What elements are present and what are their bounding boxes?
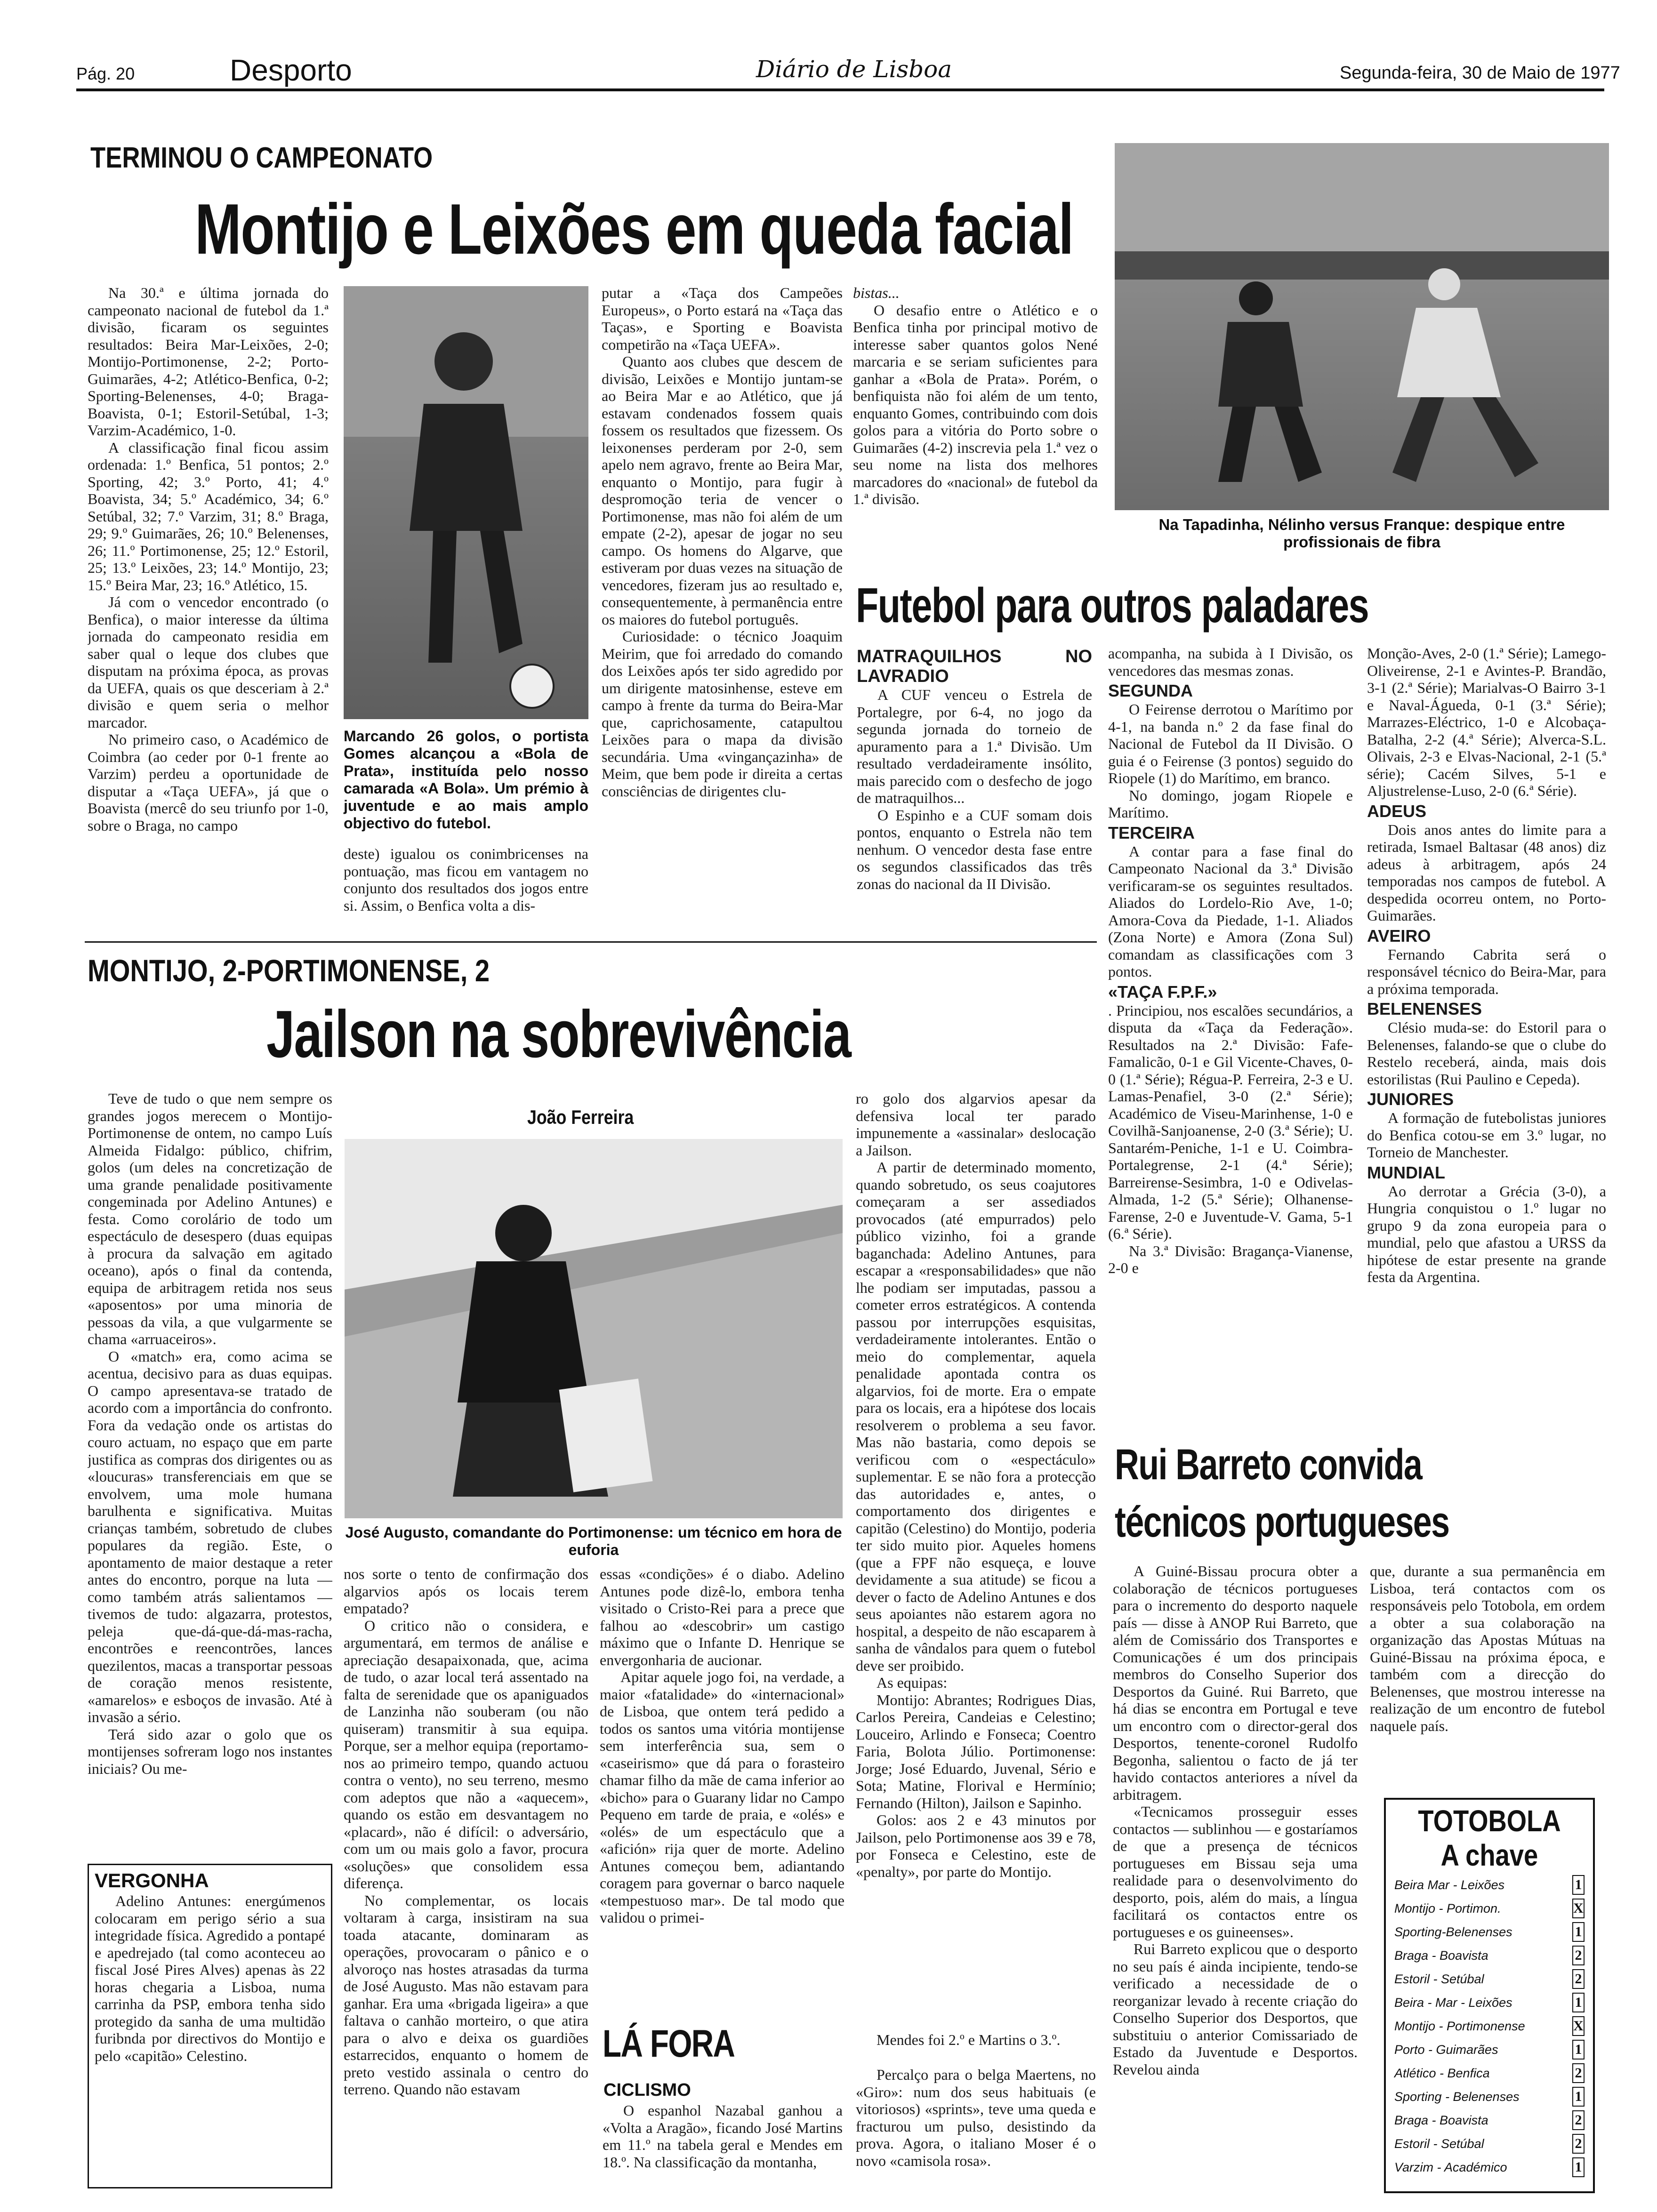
gomes-photo — [344, 286, 588, 719]
totobola-match: Beira Mar - Leixões — [1394, 1877, 1505, 1892]
totobola-row — [1392, 1967, 1586, 1991]
totobola-row — [1392, 2108, 1586, 2132]
article1-headline: Montijo e Leixões em queda facial — [195, 189, 1073, 269]
totobola-match: Montijo - Portimonense — [1394, 2019, 1525, 2033]
totobola-list — [1392, 1873, 1586, 2179]
tapadinha-photo — [1115, 143, 1609, 510]
rui-headline-1: Rui Barreto convida — [1115, 1441, 1422, 1489]
gomes-photo-caption: Marcando 26 golos, o portista Gomes alcançou a «Bola de Prata», instituída pelo nosso camarada «A Bola». Um prémio à juventude e ao mais amplo objectivo do futebol. — [344, 728, 588, 832]
totobola-match: Porto - Guimarães — [1394, 2042, 1498, 2057]
article2-top-rule — [85, 941, 1097, 943]
totobola-result: 1 — [1572, 1993, 1585, 2012]
article1-col3: putar a «Taça dos Campeões Europeus», o Porto estará na «Taça das Taças», e Sporting e Boavista competirão na «Taça UEFA». Quanto aos clubes que descem de divisão, Leixões e Montijo juntam-se ao Beira Mar e ao Atlético, que já estavam condenados fossem quais fossem os resultados que fizessem. Os leixonenses perderam por 2-0, sem apelo nem agravo, frente ao Beira Mar, enquanto o Montijo, para fugir à despromoção teria de vencer o Portimonense, mas não foi além de um empate (2-2), apesar de jogar no seu campo. Os homens do Algarve, que estiveram por duas vezes na situação de vencedores, fizeram jus ao resultado e, consequentemente, à permanência entre os maiores do futebol português. Curiosidade: o técnico Joaquim Meirim, que foi arredado do comando dos Leixões após ter sido agredido por um dirigente matosinhense, esteve em campo à frente da turma do Beira-Mar que, caprichosamente, catapultou Leixões para o mapa da divisão secundária. Uma «vingançazinha» de Meim, que bem pode ir direita a certas consciências de dirigentes clu- — [602, 284, 843, 800]
rui-col2: que, durante a sua permanência em Lisboa, terá contactos com os responsáveis pelo Totobola, em ordem a obter a sua colaboração na organização das Apostas Mútuas na Guiné-Bissau na próxima época, e também com a direcção do Belenenses, que mostrou interesse na realização de um encontro de futebol naquele país. — [1370, 1563, 1605, 1734]
totobola-match: Sporting-Belenenses — [1394, 1924, 1512, 1939]
totobola-result: X — [1572, 2016, 1585, 2036]
futebol-col1: MATRAQUILHOS NO LAVRADIO A CUF venceu o Estrela de Portalegre, por 6-4, no jogo da segunda jornada do torneio de apuramento para a 1.ª Divisão. Um resultado verdadeiramente insólito, mais parecido com o desfecho de jogo de matraquilhos... O Espinho e a CUF somam dois pontos, enquanto o Estrela não tem nenhum. O vencedor desta fase entre os segundos classificados das três zonas do nacional da II Divisão. — [857, 647, 1092, 892]
lafora-headline: LÁ FORA — [603, 2022, 735, 2065]
totobola-row — [1392, 2085, 1586, 2108]
totobola-title: TOTOBOLA — [1418, 1804, 1561, 1838]
totobola-match: Estoril - Setúbal — [1394, 1972, 1484, 1986]
totobola-row — [1392, 2061, 1586, 2085]
totobola-row — [1392, 2156, 1586, 2179]
vergonha-text: Adelino Antunes: energúmenos colocaram em perigo sério a sua integridade física. Agredido a pontapé e apedrejado (tal como aconteceu ao fiscal José Pires Alves) apenas às 22 horas chegaria a Lisboa, numa carrinha da PSP, embora tenha sido protegido da sanha de uma multidão furibnda por directivos do Montijo e pelo «capitão» Celestino. — [95, 1892, 325, 2064]
jose-augusto-photo — [345, 1139, 843, 1518]
totobola-match: Beira - Mar - Leixões — [1394, 1995, 1512, 2010]
lafora-sub: CICLISMO — [603, 2080, 691, 2100]
futebol-headline: Futebol para outros paladares — [856, 578, 1369, 633]
totobola-row — [1392, 2132, 1586, 2156]
totobola-result: 1 — [1572, 2040, 1585, 2060]
article2-headline: Jailson na sobrevivência — [266, 997, 851, 1072]
page-number: Pág. 20 — [76, 64, 135, 83]
totobola-match: Braga - Boavista — [1394, 1948, 1488, 1963]
totobola-match: Estoril - Setúbal — [1394, 2136, 1484, 2151]
article2-kicker: MONTIJO, 2-PORTIMONENSE, 2 — [88, 953, 490, 988]
lafora-col2b: Percalço para o belga Maertens, no «Giro»: num dos seus habituais (e vitoriosos) «sprints», teve uma queda e fracturou um pulso, desistindo da prova. Agora, o italiano Moser é o novo «camisola rosa». — [856, 2066, 1096, 2169]
section-name: Desporto — [230, 53, 352, 87]
vergonha-head: VERGONHA — [95, 1869, 209, 1891]
totobola-result: 1 — [1572, 1875, 1585, 1895]
totobola-subtitle: A chave — [1440, 1838, 1538, 1872]
issue-date: Segunda-feira, 30 de Maio de 1977 — [1340, 63, 1620, 83]
lafora-col2a: Mendes foi 2.º e Martins o 3.º. — [877, 2031, 1061, 2048]
totobola-row — [1392, 2014, 1586, 2038]
totobola-match: Atlético - Benfica — [1394, 2066, 1490, 2080]
article2-col4: ro golo dos algarvios apesar da defensiva local ter parado impunemente a «assinalar» deslocação a Jailson. A partir de determinado momento, quando sobretudo, os seus coajutores começaram a ser assediados provocados (até empurrados) pelo público vizinho, foi a grande baganchada: Adelino Antunes, para escapar a «responsabilidades» que não lhe podiam ser imputadas, passou a cometer erros estratégicos. A contenda passou por interrupções esquisitas, verdadeiramente intolerantes. Então o meio do complementar, aquela penalidade apontada contra os algarvios, foi de morte. Era o empate para os locais, era a hipótese dos locais resolverem o problema a seu favor. Mas não bastaria, como depois se verificou com o «espectáculo» suplementar. E se não fora a protecção das autoridades e, antes, o comportamento dos dirigentes e capitão (Celestino) do Montijo, poderia ter sido muito pior. Aqueles homens (que a FPF não esqueça, e louve devidamente a sua atitude) se ficou a dever o facto de Adelino Antunes e dos seus apoiantes não estarem agora no hospital, a despeito de não escaparem à sanha de vândalos para quem o futebol deve ser proibido. As equipas: Montijo: Abrantes; Rodrigues Dias, Carlos Pereira, Candeias e Celestino; Louceiro, Arlindo e Fonseca; Coentro Faria, Bolota Júlio. Portimonense: Jorge; José Eduardo, Juvenal, Sério e Sota; Matine, Florival e Hermínio; Fernando (Hilton), Jailson e Sapinho. Golos: aos 2 e 43 minutos por Jailson, pelo Portimonense aos 39 e 78, por Fonseca e Celestino, este de «penalty», por parte do Montijo. — [856, 1090, 1096, 1880]
totobola-match: Montijo - Portimon. — [1394, 1901, 1501, 1915]
totobola-match: Braga - Boavista — [1394, 2113, 1488, 2127]
totobola-match: Varzim - Académico — [1394, 2160, 1507, 2174]
totobola-row — [1392, 2038, 1586, 2061]
article2-byline: João Ferreira — [527, 1106, 634, 1128]
lafora-col1: O espanhol Nazabal ganhou a «Volta a Aragão», ficando José Martins em 11.º na tabela geral e Mendes em 18.º. Na classificação da montanha, — [603, 2102, 843, 2171]
totobola-match: Sporting - Belenenses — [1394, 2089, 1520, 2104]
article1-col4: bistas... O desafio entre o Atlético e o Benfica tinha por principal motivo de interesse saber quantos golos Nené marcaria e se seriam suficientes para ganhar a «Bola de Prata». Porém, o benfiquista não foi além de um tento, enquanto Gomes, contribuindo com dois golos para a vitória do Porto sobre o Guimarães (4-2) inscrevia pela 1.ª vez o seu nome na lista dos melhores marcadores do «nacional» de futebol da 1.ª divisão. — [853, 284, 1098, 507]
totobola-result: 1 — [1572, 2157, 1585, 2177]
jose-augusto-photo-caption: José Augusto, comandante do Portimonense: um técnico em hora de euforia — [345, 1524, 842, 1558]
article1-col1: Na 30.ª e última jornada do campeonato nacional de futebol da 1.ª divisão, ficaram os seguintes resultados: Beira Mar-Leixões, 2-0; Montijo-Portimonense, 2-2; Porto-Guimarães, 4-2; Atlético-Benfica, 0-2; Sporting-Belenenses, 4-0; Braga-Boavista, 0-1; Estoril-Setúbal, 1-3; Varzim-Académico, 1-0. A classificação final ficou assim ordenada: 1.º Benfica, 51 pontos; 2.º Sporting, 42; 3.º Porto, 41; 4.º Boavista, 34; 5.º Académico, 34; 6.º Setúbal, 32; 7.º Varzim, 31; 8.º Braga, 29; 9.º Guimarães, 26; 10.º Belenenses, 26; 11.º Portimonense, 25; 12.º Estoril, 25; 13.º Leixões, 23; 14.º Montijo, 23; 15.º Beira Mar, 23; 16.º Atlético, 15. Já com o vencedor encontrado (o Benfica), o maior interesse da última jornada do campeonato residia em saber qual o leque dos clubes que disputam na próxima época, as provas da UEFA, quais os que desceriam à 2.ª divisão e quem seria o melhor marcador. No primeiro caso, o Académico de Coimbra (ao ceder por 0-1 frente ao Varzim) perdeu a oportunidade de disputar a «Taça UEFA», já que o Boavista (mercê do seu triunfo por 1-0, sobre o Braga, no campo — [88, 284, 329, 834]
totobola-result: 2 — [1572, 2063, 1585, 2083]
futebol-col3: Monção-Aves, 2-0 (1.ª Série); Lamego-Oliveirense, 2-1 e Avintes-P. Brandão, 3-1 (2.ª Série); Marialvas-O Bairro 3-1 e Naval-Águeda, 0-1 (3.ª Série); Marrazes-Eléctrico, 1-0 e Alcobaça-Batalha, 2-2 (4.ª Série); Alverca-S.L. Olivais, 2-3 e Elvas-Nacional, 2-1 (5.ª série); Cacém Silves, 5-1 e Aljustrelense-Luso, 2-0 (6.ª Série). ADEUS Dois anos antes do limite para a retirada, Ismael Baltasar (48 anos) diz adeus à arbitragem, após 24 temporadas nos campos de futebol. A despedida ocorreu ontem, no Porto-Guimarães. AVEIRO Fernando Cabrita será o responsável técnico do Beira-Mar, para a próxima temporada. BELENENSES Clésio muda-se: do Estoril para o Belenenses, falando-se que o clube do Restelo receberá, ainda, mais dois estorilistas (Rui Paulino e Cepeda). JUNIORES A formação de futebolistas juniores do Benfica cotou-se em 3.º lugar, no Torneio de Manchester. MUNDIAL Ao derrotar a Grécia (3-0), a Hungria conquistou o 1.º lugar no grupo 9 da zona europeia para o mundial, pelo que afastou a URSS da hipótese de estar presente na grande festa da Argentina. — [1367, 645, 1606, 1285]
article1-kicker: TERMINOU O CAMPEONATO — [90, 142, 433, 174]
totobola-row — [1392, 1873, 1586, 1897]
totobola-result: 1 — [1572, 1922, 1585, 1942]
article1-col2: deste) igualou os conimbricenses na pontuação, mas ficou em vantagem no conjunto dos resultados dos jogos entre si. Assim, o Benfica volta a dis- — [344, 845, 588, 914]
totobola-row — [1392, 1944, 1586, 1967]
totobola-result: X — [1572, 1899, 1585, 1918]
tapadinha-photo-caption: Na Tapadinha, Nélinho versus Franque: despique entre profissionais de fibra — [1158, 516, 1565, 551]
header-rule — [76, 88, 1604, 91]
rui-headline-2: técnicos portugueses — [1115, 1498, 1449, 1546]
vergonha-box — [88, 1864, 332, 2188]
totobola-row — [1392, 1920, 1586, 1944]
totobola-result: 2 — [1572, 2110, 1585, 2130]
article2-col3: essas «condições» é o diabo. Adelino Antunes pode dizê-lo, embora tenha visitado o Cristo-Rei para a prece que falhou ao «descobrir» um castigo máximo que o Infante D. Henrique se envergonharia de aucionar. Apitar aquele jogo foi, na verdade, a maior «fatalidade» do «internacional» de Lisboa, que ontem terá pedido a todos os santos uma vitória montijense sem interferência sua, sem o «caseirismo» que dá para o forasteiro chamar filho da mãe de cama inferior ao «bicho» para o Guarany lidar no Campo Pequeno em tarde de praia, e «olés» e «olés» de um espectáculo que a «afición» rija quer de morte. Adelino Antunes começou bem, adiantando coragem para governar o barco naquele «tempestuoso mar». De tal modo que validou o primei- — [600, 1565, 845, 1926]
rui-col1: A Guiné-Bissau procura obter a colaboração de técnicos portugueses para o incremento do desporto naquele país — disse à ANOP Rui Barreto, que além de Comissário dos Transportes e Comunicações é um dos principais membros do Conselho Superior dos Desportos da Guiné. Rui Barreto, que há dias se encontra em Portugal e teve um encontro com o director-geral dos Desportos, tenente-coronel Rudolfo Begonha, salientou o facto de já ter havido contactos anteriores a nível da arbitragem. «Tecnicamos prosseguir esses contactos — sublinhou — e gostaríamos de que a presença de técnicos portugueses em Bissau seja uma realidade para o desenvolvimento do desporto, pois, além do mais, a língua facilitará os contactos entre os portugueses e os guineenses». Rui Barreto explicou que o desporto no seu país é ainda incipiente, tendo-se verificado a necessidade de o reorganizar levado à recente criação do Conselho Superior dos Desportos, que substituiu o anterior Comissariado de Estado da Juventude e Desportos. Revelou ainda — [1113, 1563, 1358, 2078]
futebol-col2: acompanha, na subida à I Divisão, os vencedores das mesmas zonas. SEGUNDA O Feirense derrotou o Marítimo por 4-1, na banda n.º 2 da fase final do Nacional de Futebol da II Divisão. O guia é o Feirense (3 pontos) seguido do Riopele (1) do Marítimo, em branco. No domingo, jogam Riopele e Marítimo. TERCEIRA A contar para a fase final do Campeonato Nacional da 3.ª Divisão verificaram-se os seguintes resultados. Aliados do Lordelo-Rio Ave, 1-0; Amora-Cova da Piedade, 1-1. Aliados (Zona Norte) e Amora (Zona Sul) comandam as classificações com 3 pontos. «TAÇA F.P.F.» . Principiou, nos escalões secundários, a disputa da «Taça da Federação». Resultados na 2.ª Divisão: Fafe-Famalicão, 0-1 e Gil Vicente-Chaves, 0-0 (1.ª Série); Régua-P. Ferreira, 2-3 e U. Lamas-Penafiel, 3-0 (2.ª Série); Académico de Viseu-Marinhense, 1-0 e Covilhã-Sanjoanense, 2-0 (3.ª Série); U. Santarém-Peniche, 1-1 e U. Coimbra-Portalegrense, 2-1 (4.ª Série); Barreirense-Sesimbra, 1-0 e Odivelas-Almada, 1-2 (5.ª Série); Olhanense-Farense, 2-0 e Juventude-V. Gama, 5-1 (6.ª Série). Na 3.ª Divisão: Bragança-Vianense, 2-0 e — [1108, 645, 1353, 1276]
totobola-result: 1 — [1572, 2087, 1585, 2107]
article2-col1: Teve de tudo o que nem sempre os grandes jogos merecem o Montijo-Portimonense de ontem, no campo Luís Almeida Fidalgo: público, chifrim, golos (um deles na concretização de uma grande penalidade positivamente congeminada por Adelino Antunes) e festa. Como corolário de todo um espectáculo de desespero (duas equipas à procura da salvação em agitado oceano), após o final da contenda, equipa de arbitragem retida nos seus «aposentos» por uma minoria de pessoas da vila, a que vulgarmente se chama «arruaceiros». O «match» era, como acima se acentua, decisivo para as duas equipas. O campo apresentava-se tratado de acordo com a importância do confronto. Fora da vedação onde os artistas do couro actuam, no espaço que em parte justifica as compras dos dirigentes ou as «loucuras» transferenciais em que se envolvem, uma mole humana barulhenta e significativa. Muitas crianças também, sobretudo de clubes populares da região. Este, o apontamento de maior destaque a reter antes do encontro, porque na luta — como também atrás salientamos — tivemos de tudo: algazarra, protestos, peleja que-dá-que-dá-mas-racha, encontrões e reencontrões, lances quezilentos, macas a transportar pessoas de coração menos resistente, «amarelos» e esboços de invasão. Até à invasão a sério. Terá sido azar o golo que os montijenses sofreram logo nos instantes iniciais? Ou me- — [88, 1090, 332, 1777]
masthead: Diário de Lisboa — [756, 56, 952, 83]
totobola-box — [1384, 1798, 1595, 2193]
totobola-result: 2 — [1572, 1946, 1585, 1965]
article2-col2: nos sorte o tento de confirmação dos algarvios após os locais terem empatado? O critico não o considera, e argumentará, em termos de análise e apreciação desapaixonada, que, acima de tudo, o azar local terá assentado na falta de serenidade que os apaniguados de Lanzinha não souberam (ou não quiseram) transmitir à sua equipa. Porque, ser a melhor equipa (reportamo-nos ao primeiro tempo, quando actuou contra o vento), no seu terreno, mesmo com adeptos que não a «aquecem», quando os estão em desvantagem no «placard», não é difícil: o adversário, com um ou mais golo a favor, procura «soluções» que consolidem essa diferença. No complementar, os locais voltaram à carga, insistiram na sua toada atacante, dominaram as operações, provocaram o pânico e o alvoroço nas hostes atrasadas da turma de José Augusto. Mas não estavam para ganhar. Era uma «brigada ligeira» a que faltava o canhão morteiro, o que atira para o alvo e deixa os guardiões estarrecidos, enquanto o homem de preto vestido assinala o centro do terreno. Quando não estavam — [344, 1565, 588, 2098]
totobola-result: 2 — [1572, 2134, 1585, 2154]
totobola-row — [1392, 1897, 1586, 1920]
totobola-result: 2 — [1572, 1969, 1585, 1989]
totobola-row — [1392, 1991, 1586, 2014]
